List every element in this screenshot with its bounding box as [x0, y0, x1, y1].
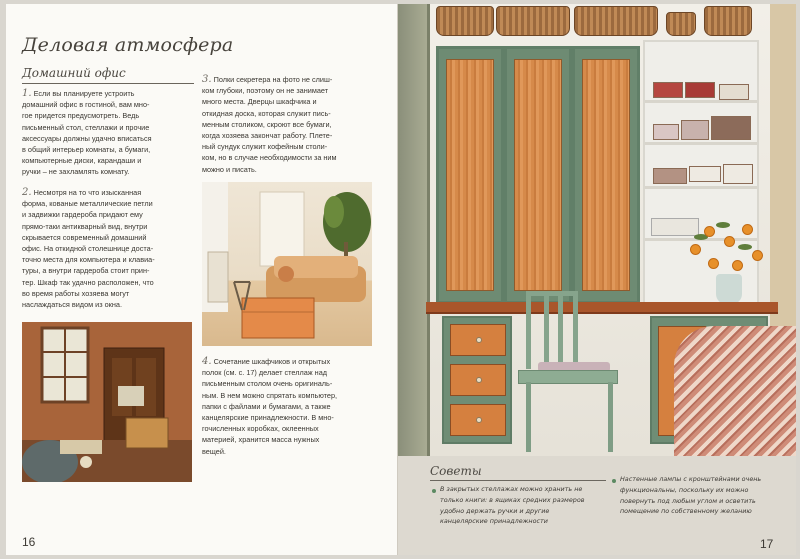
- flower: [742, 224, 753, 235]
- tip-2: Настенные лампы с кронштейнами очень функциональны, поскольку их можно повернуть под любым углом и осветить помещение по собственному желанию: [620, 475, 762, 516]
- paragraph-text: Несмотря на то что изысканная форма, кованые металлические петли и задвижки гардероба придают ему прямо-таки антикварный вид, внутри скрывается современный домашний офис. На откидной столешнице доста- точно места для компьютера и клавиа- туры, а внутри гардероба стоит прин- тер. Шкаф так удачно расположен, что во время работы хозяева могут наслаждаться видом из окна.: [22, 188, 155, 310]
- storage-box: [719, 84, 749, 100]
- flower: [708, 258, 719, 269]
- study-photo: [22, 322, 192, 482]
- knob: [476, 337, 482, 343]
- storage-box: [689, 166, 721, 182]
- chair-slat: [558, 296, 563, 366]
- tips-box: [398, 456, 796, 555]
- wicker-basket: [496, 6, 570, 36]
- knob: [476, 417, 482, 423]
- cabinet-door: [436, 46, 504, 304]
- flower: [724, 236, 735, 247]
- flower-arrangement: [688, 214, 770, 284]
- bullet-icon: [612, 479, 616, 483]
- chair-seat: [518, 370, 618, 384]
- paragraph-number: 1.: [22, 88, 32, 99]
- left-page: [6, 4, 398, 555]
- paragraph-text: Полки секретера на фото не слиш- ком глубоки, поэтому он не занимает много места. Дверцы шкафчика и откидная доска, которая служит пись- менным столиком, скроют все бумаги, когда хозяева закончат работу. Плете- ный сундук служит кофейным столи- ком, но в случае необходимости за ним можно и писать.: [202, 75, 337, 174]
- paragraph-4: [202, 356, 382, 457]
- storage-box: [723, 164, 753, 184]
- drawer: [450, 364, 506, 396]
- page-title: Деловая атмосфера: [22, 34, 234, 56]
- paragraph-1: [22, 88, 198, 178]
- chair-back: [526, 291, 578, 369]
- paragraph-number: 3.: [202, 74, 212, 85]
- paragraph-3: [202, 74, 382, 175]
- tips-rule: [430, 480, 606, 481]
- cabinet-panel: [446, 59, 494, 291]
- cabinet-door: [504, 46, 572, 304]
- chair-leg: [526, 382, 531, 452]
- paragraph-number: 4.: [202, 356, 212, 367]
- storage-box: [653, 124, 679, 140]
- knob: [476, 377, 482, 383]
- door-frame: [398, 4, 430, 456]
- study-illustration: [22, 322, 192, 482]
- paragraph-text: Если вы планируете устроить домашний офис в гостиной, вам мно- гое придется предусмотреть. Ведь письменный стол, стеллажи и прочие аксессуары должны удачно вписаться в общий интерьер комнаты, а бумаги, компьютерные диски, карандаши и ручки – не захламлять комнату.: [22, 89, 152, 177]
- section-subtitle: Домашний офис: [22, 66, 126, 80]
- leaf: [716, 222, 730, 228]
- living-room-illustration: [202, 182, 372, 346]
- right-page: [398, 4, 796, 555]
- storage-box: [681, 120, 709, 140]
- wicker-armchair: [674, 326, 796, 466]
- wicker-basket: [574, 6, 658, 36]
- living-room-photo: [202, 182, 372, 346]
- drawer: [450, 324, 506, 356]
- cabinet-panel: [582, 59, 630, 291]
- storage-box: [685, 82, 715, 98]
- chair-slat: [544, 296, 549, 366]
- tip-1: В закрытых стеллажах можно хранить не только книги: в ящиках средних размеров удобно держать ручки и другие канцелярские принадлежности: [440, 485, 585, 526]
- wicker-basket: [436, 6, 494, 36]
- paragraph-text: Сочетание шкафчиков и открытых полок (см. с. 17) делает стеллаж над письменным столом очень оригиналь- ным. В нем можно спрятать компьютер, папки с файлами и бумагами, а также канцелярские принадлежности. В мно- гочисленных коробках, оклеенных материей, хранится масса нужных вещей.: [202, 357, 338, 456]
- cabinet-door: [572, 46, 640, 304]
- tips-title: Советы: [430, 464, 482, 478]
- flower: [690, 244, 701, 255]
- drawer: [450, 404, 506, 436]
- page-number: 16: [22, 535, 36, 549]
- flower: [704, 226, 715, 237]
- shelf: [645, 186, 757, 189]
- flower: [732, 260, 743, 271]
- wicker-basket: [704, 6, 752, 36]
- leaf: [738, 244, 752, 250]
- page-number: 17: [760, 537, 774, 551]
- subtitle-rule: [22, 83, 194, 84]
- flower: [752, 250, 763, 261]
- wicker-basket: [666, 12, 696, 36]
- chair-leg: [608, 382, 613, 452]
- desk-top: [426, 302, 778, 314]
- paragraph-number: 2.: [22, 187, 32, 198]
- storage-box: [653, 82, 683, 98]
- shelf: [645, 100, 757, 103]
- paragraph-2: [22, 187, 198, 310]
- storage-box: [653, 168, 687, 184]
- cabinet-panel: [514, 59, 562, 291]
- drawer-unit: [442, 316, 512, 444]
- storage-box: [711, 116, 751, 140]
- shelf: [645, 142, 757, 145]
- bullet-icon: [432, 489, 436, 493]
